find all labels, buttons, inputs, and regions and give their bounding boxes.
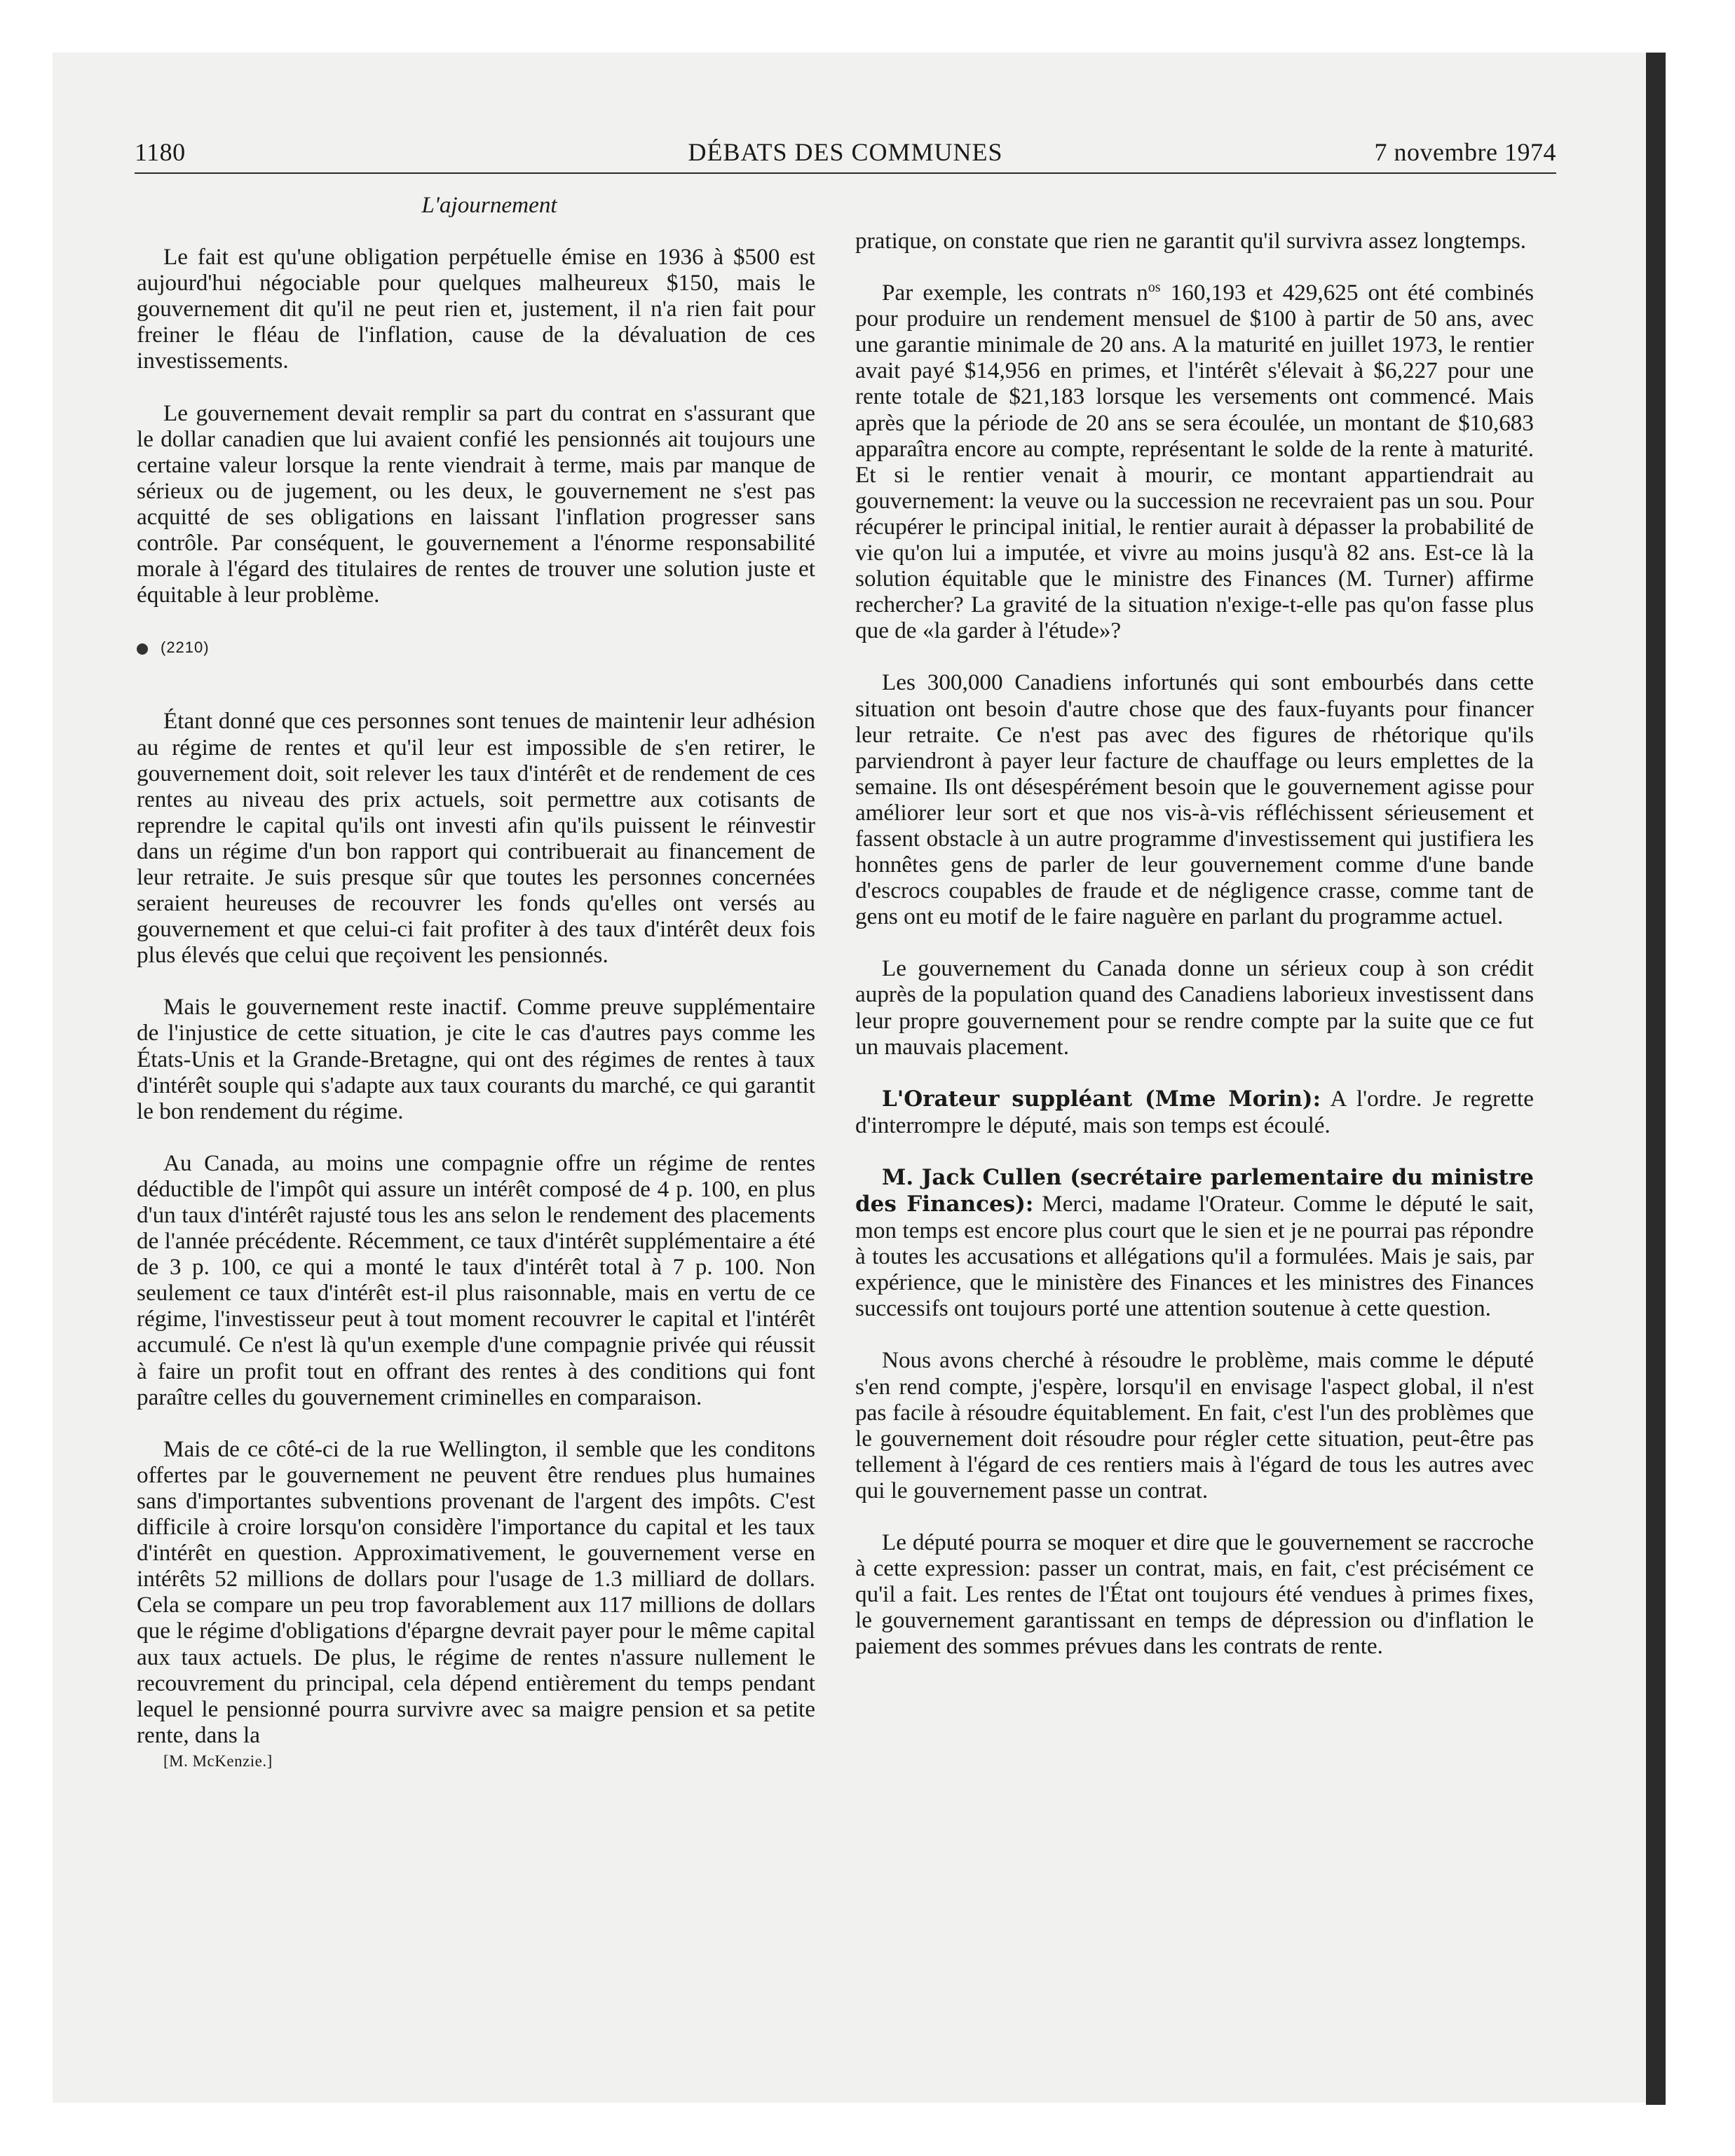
publication-title: DÉBATS DES COMMUNES	[688, 138, 1003, 166]
timestamp-text: (2210)	[161, 639, 210, 657]
section-heading: L'ajournement	[421, 192, 557, 218]
paragraph-text: A l'ordre. Je regrette d'interrompre le député, mais son temps est écoulé.	[855, 1085, 1535, 1138]
paragraph: Mais le gouvernement reste inactif. Comme preuve supplémentaire de l'injustice de cette situation, je cite le cas d'autres pays comme les États-Unis et la Grande-Bretagne, qui ont des régimes de rentes à taux d'intérêt souple qui s'adapte aux taux courants du marché, ce qui garantit le bon rendement du régime.	[137, 994, 815, 1124]
paragraph: pratique, on constate que rien ne garantit qu'il survivra assez longtemps.	[855, 228, 1527, 254]
paragraph	[855, 1086, 1534, 1138]
superscript: os	[1148, 280, 1161, 296]
speaker-name: M. Jack Cullen (secrétaire parlementaire du ministre des Finances):	[855, 1164, 1534, 1217]
paragraph: Nous avons cherché à résoudre le problème, mais comme le député s'en rend compte, j'espère, lorsqu'il en envisage l'aspect global, il n'est pas facile à résoudre équitablement. En fait, c'est l'un des problèmes que le gouvernement doit résoudre pour régler cette situation, peut-être pas tellement à l'égard de ces rentiers mais à l'égard de tous les autres avec qui le gouvernement passe un contrat.	[855, 1347, 1534, 1503]
paragraph: Les 300,000 Canadiens infortunés qui sont embourbés dans cette situation ont besoin d'autre chose que des faux-fuyants pour financer leur retraite. Ce n'est pas avec des figures de rhétorique qu'ils parviendront à payer leur facture de chauffage ou leurs emplettes de la semaine. Ils ont désespérément besoin que le gouvernement agisse pour améliorer leur sort et que nos vis-à-vis réfléchissent sérieusement et fassent obstacle à un autre programme d'investissement qui justifiera les honnêtes gens de parler de leur gouvernement comme d'une bande d'escrocs coupables de fraude et de négligence crasse, comme tant de gens ont eu motif de le faire naguère en parlant du programme actuel.	[855, 669, 1534, 930]
paragraph-text: Par exemple, les contrats n	[882, 280, 1148, 306]
publication-date: 7 novembre 1974	[1374, 138, 1556, 166]
paragraph: Étant donné que ces personnes sont tenues de maintenir leur adhésion au régime de rentes et qu'il leur est impossible de s'en retirer, le gouvernement doit, soit relever les taux d'intérêt et de rendement de ces rentes au niveau des prix actuels, soit permettre aux cotisants de reprendre le capital qu'ils ont investi afin qu'ils puissent le réinvestir dans un régime d'un bon rapport qui contribuerait au financement de leur retraite. Je suis presque sûr que toutes les personnes concernées seraient heureuses de recouvrer les fonds qu'elles ont versés au gouvernement et que celui-ci fait profiter à des taux d'intérêt deux fois plus élevés que celui que reçoivent les pensionnés.	[137, 708, 815, 969]
paragraph-text: 160,193 et 429,625 ont été combinés pour produire un rendement mensuel de $100 à partir de 50 ans, avec une garantie minimale de 20 ans. A la maturité en juillet 1973, le rentier avait payé $14,956 en primes, et l'intérêt s'élevait à $6,227 pour une rente totale de $21,183 lorsque les versements ont commencé. Mais après que la période de 20 ans se sera écoulée, un montant de $10,683 apparaîtra encore au compte, représentant le solde de la rente à maturité. Et si le rentier venait à mourir, ce montant appartiendrait au gouvernement: la veuve ou la succession ne recevraient pas un sou. Pour récupérer le principal initial, le rentier aurait à dépasser la probabilité de vie qu'on lui a imputée, et vivre au moins jusqu'à 82 ans. Est-ce là la solution équitable que le ministre des Finances (M. Turner) affirme rechercher? La gravité de la situation n'exige-t-elle pas qu'on fasse plus que de «la garder à l'étude»?	[855, 280, 1534, 644]
paragraph: Le député pourra se moquer et dire que le gouvernement se raccroche à cette expression: passer un contrat, mais, en fait, c'est précisément ce qu'il a fait. Les rentes de l'État ont toujours été vendues à primes fixes, le gouvernement garantissant en temps de dépression ou d'inflation le paiement des sommes prévues dans les contrats de rente.	[855, 1529, 1534, 1660]
paragraph: Mais de ce côté-ci de la rue Wellington, il semble que les conditons offertes par le gouvernement ne peuvent être rendues plus humaines sans d'importantes subventions provenant de l'argent des impôts. C'est difficile à croire lorsqu'on considère l'importance du capital et les taux d'intérêt en question. Approximativement, le gouvernement verse en intérêts 52 millions de dollars pour l'usage de 1.3 milliard de dollars. Cela se compare un peu trop favorablement aux 117 millions de dollars que le régime d'obligations d'épargne devrait payer pour le même capital aux taux actuels. De plus, le régime de rentes n'assure nullement le recouvrement du principal, cela dépend entièrement du temps pendant lequel le pensionné pourra survivre avec sa maigre pension et sa petite rente, dans la	[137, 1435, 815, 1748]
speaker-name: L'Orateur suppléant (Mme Morin):	[882, 1086, 1321, 1112]
bullet-icon	[137, 643, 148, 655]
paragraph: Le gouvernement devait remplir sa part du contrat en s'assurant que le dollar canadien que lui avaient confié les pensionnés ait toujours une certaine valeur lorsque la rente viendrait à terme, mais par manque de sérieux ou de jugement, ou les deux, le gouvernement ne s'est pas acquitté de ses obligations en laissant l'inflation progresser sans contrôle. Par conséquent, le gouvernement a l'énorme responsabilité morale à l'égard des titulaires de rentes de trouver une solution juste et équitable à leur problème.	[137, 400, 815, 608]
paragraph: Le fait est qu'une obligation perpétuelle émise en 1936 à $500 est aujourd'hui négociable pour quelques malheureux $150, mais le gouvernement dit qu'il ne peut rien et, justement, il n'a rien fait pour freiner le fléau de l'inflation, cause de la dévaluation de ces investissements.	[137, 244, 815, 374]
speaker-attribution: [M. McKenzie.]	[163, 1752, 273, 1770]
right-column	[855, 228, 1534, 1686]
paragraph: Le gouvernement du Canada donne un sérieux coup à son crédit auprès de la population quand des Canadiens laborieux investissent dans leur propre gouvernement pour se rendre compte par la suite que ce fut un mauvais placement.	[855, 955, 1534, 1060]
left-column	[137, 192, 815, 1800]
timestamp-marker	[137, 634, 815, 660]
paragraph-text: Merci, madame l'Orateur. Comme le député le sait, mon temps est encore plus court que le sien et je ne pourrai pas répondre à toutes les accusations et allégations qu'il a formulées. Mais je sais, par expérience, que le ministère des Finances et les ministres des Finances successifs ont toujours porté une attention soutenue à cette question.	[855, 1191, 1534, 1322]
paragraph: Au Canada, au moins une compagnie offre un régime de rentes déductible de l'impôt qui assure un intérêt composé de 4 p. 100, en plus d'un taux d'intérêt rajusté tous les ans selon le rendement des placements de l'année précédente. Récemment, ce taux d'intérêt supplémentaire a été de 3 p. 100, ce qui a monté le taux d'intérêt total à 7 p. 100. Non seulement ce taux d'intérêt est-il plus raisonnable, mais en vertu de ce régime, l'investisseur peut à tout moment recouvrer le capital et l'intérêt accumulé. Ce n'est là qu'un exemple d'une compagnie privée qui réussit à faire un profit tout en offrant des rentes à des conditions qui font paraître celles du gouvernement criminelles en comparaison.	[137, 1149, 815, 1410]
page-number: 1180	[135, 138, 186, 166]
scan-edge	[1646, 53, 1666, 2105]
paragraph	[855, 1164, 1534, 1322]
header-rule	[135, 172, 1556, 174]
page-header	[135, 137, 1556, 174]
paragraph	[855, 280, 1534, 643]
